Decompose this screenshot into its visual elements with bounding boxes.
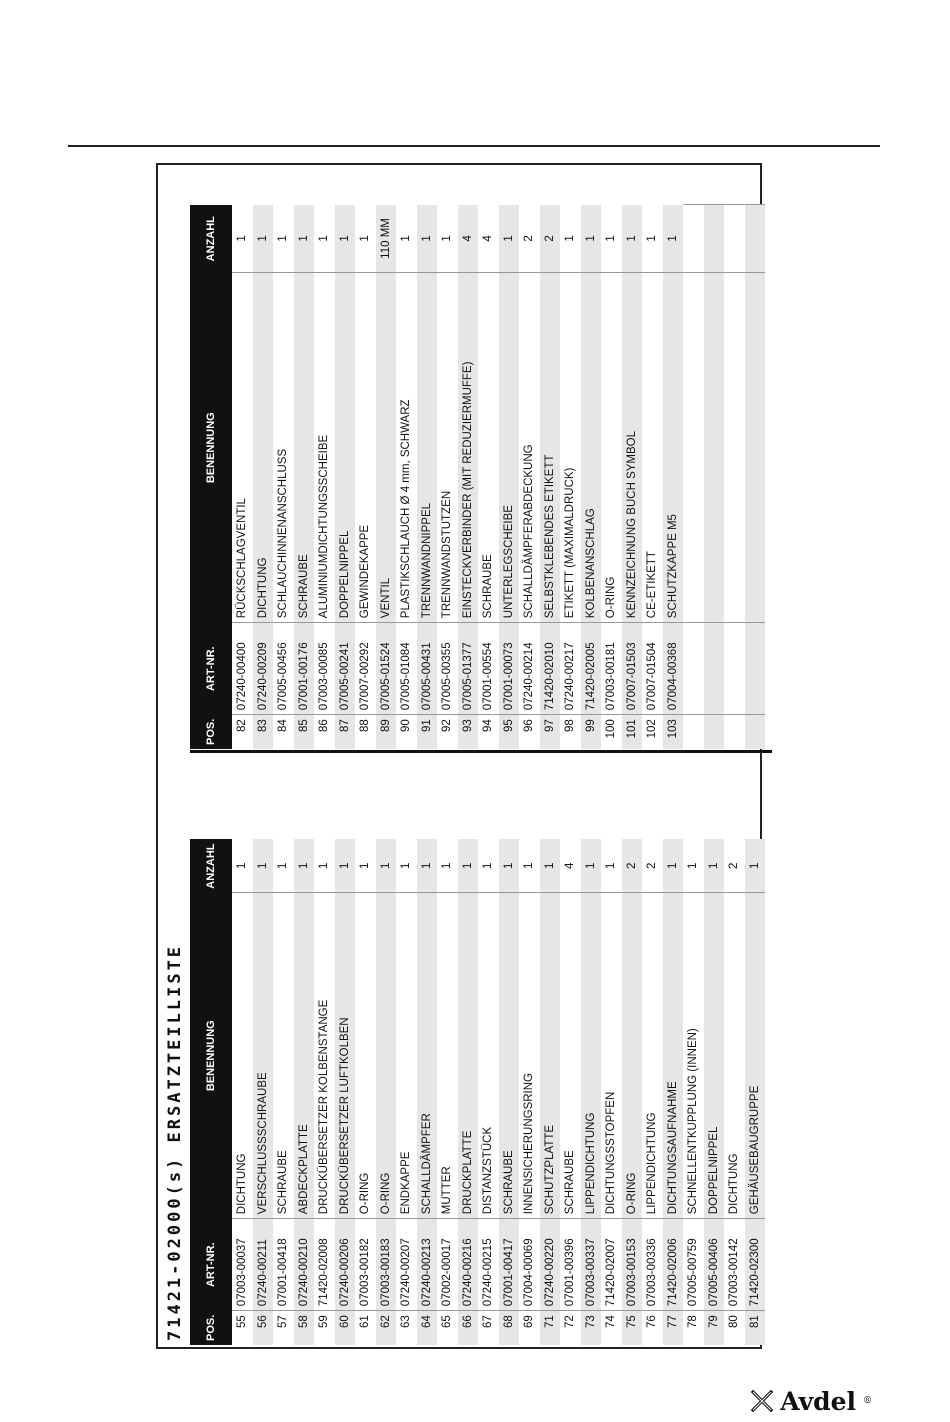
cell-art: [704, 623, 725, 715]
table-row: [458, 205, 479, 749]
table-row: [478, 205, 499, 749]
cell-name: DICHTUNGSSTOPFEN: [601, 893, 622, 1219]
cell-name: VERSCHLUSSSCHRAUBE: [253, 893, 274, 1219]
cell-art: 71420-02005: [581, 623, 602, 715]
cell-pos: 91: [417, 715, 438, 749]
cell-pos: 97: [540, 715, 561, 749]
table-row: [540, 839, 561, 1345]
table-row: [683, 839, 704, 1345]
cell-pos: [724, 715, 745, 749]
cell-art: 07001-00418: [273, 1219, 294, 1311]
cell-art: [724, 623, 745, 715]
cell-pos: 61: [355, 1311, 376, 1345]
header-qty: ANZAHL: [190, 839, 232, 892]
cell-art: 07240-00214: [519, 623, 540, 715]
cell-pos: 58: [294, 1311, 315, 1345]
cell-pos: 67: [478, 1311, 499, 1345]
table-row: [335, 205, 356, 749]
cell-pos: 83: [253, 715, 274, 749]
cell-art: 07003-00337: [581, 1219, 602, 1311]
table-row: [232, 839, 253, 1345]
cell-name: KENNZEICHNUNG BUCH SYMBOL: [622, 273, 643, 623]
cell-pos: 102: [642, 715, 663, 749]
cell-qty: 1: [294, 205, 315, 273]
header-art: ART-NR.: [190, 623, 232, 715]
table-row: [335, 839, 356, 1345]
table-row: [622, 839, 643, 1345]
cell-pos: 94: [478, 715, 499, 749]
cell-pos: 72: [560, 1311, 581, 1345]
cell-qty: 1: [499, 205, 520, 273]
cell-qty: 1: [318, 862, 330, 870]
cell-art: 07005-01524: [376, 623, 397, 715]
cell-name: GEWINDEKAPPE: [355, 273, 376, 623]
cell-art: 07005-00431: [417, 623, 438, 715]
cell-qty: 4: [458, 205, 479, 273]
cell-name: ENDKAPPE: [396, 893, 417, 1219]
cell-art: [745, 623, 766, 715]
cell-qty: [745, 205, 766, 273]
cell-art: 07004-00368: [663, 623, 684, 715]
cell-qty: 1: [294, 839, 315, 892]
cell-art: 07003-00182: [355, 1219, 376, 1311]
cell-name: SCHUTZKAPPE M5: [663, 273, 684, 623]
cell-pos: [704, 715, 725, 749]
table-row: [437, 839, 458, 1345]
page-title: 71421-02000(s) ERSATZTEILLISTE: [165, 943, 185, 1341]
table-header-row: [190, 205, 232, 749]
cell-art: [683, 623, 704, 715]
cell-pos: 69: [519, 1311, 540, 1345]
cell-pos: 59: [314, 1311, 335, 1345]
cell-qty: 1: [482, 862, 494, 870]
cell-pos: 73: [581, 1311, 602, 1345]
cell-qty: 1: [253, 839, 274, 892]
cell-qty: 1: [646, 235, 658, 242]
cell-qty: 1: [581, 205, 602, 273]
logo-registered-mark: ®: [863, 1396, 872, 1406]
cell-name: SCHRAUBE: [273, 893, 294, 1219]
header-name: BENENNUNG: [190, 273, 232, 623]
cell-qty: 1: [687, 862, 699, 870]
cell-qty: 2: [622, 839, 643, 892]
cell-art: 07005-00406: [704, 1219, 725, 1311]
cell-pos: 82: [232, 715, 253, 749]
cell-pos: 84: [273, 715, 294, 749]
cell-name: LIPPENDICHTUNG: [581, 893, 602, 1219]
header-name: BENENNUNG: [190, 893, 232, 1219]
cell-art: 07001-00417: [499, 1219, 520, 1311]
cell-name: VENTIL: [376, 273, 397, 623]
table-row: [355, 839, 376, 1345]
cell-art: 07240-00206: [335, 1219, 356, 1311]
cell-qty: 1: [605, 235, 617, 242]
cell-name: KOLBENANSCHLAG: [581, 273, 602, 623]
cell-qty: 2: [728, 862, 740, 870]
top-rule: [68, 145, 880, 147]
cell-name: INNENSICHERUNGSRING: [519, 893, 540, 1219]
cell-pos: 92: [437, 715, 458, 749]
cell-qty: 1: [335, 839, 356, 892]
table-row: [745, 839, 766, 1345]
cell-name: SCHLAUCHINNENANSCHLUSS: [273, 273, 294, 623]
cell-name: [745, 273, 766, 623]
cell-art: 07240-00216: [458, 1219, 479, 1311]
cell-art: 07240-00207: [396, 1219, 417, 1311]
cell-pos: 78: [683, 1311, 704, 1345]
cell-art: 07240-00215: [478, 1219, 499, 1311]
cell-pos: 99: [581, 715, 602, 749]
avdel-star-icon: [750, 1389, 774, 1413]
logo-text: Avdel: [780, 1386, 856, 1416]
cell-qty: 1: [499, 839, 520, 892]
table-row: [458, 839, 479, 1345]
cell-qty: [683, 205, 704, 273]
cell-pos: 63: [396, 1311, 417, 1345]
table-row: [376, 205, 397, 749]
cell-art: 07240-00211: [253, 1219, 274, 1311]
table-row: [581, 205, 602, 749]
cell-qty: 4: [482, 235, 494, 242]
cell-name: DICHTUNG: [253, 273, 274, 623]
cell-art: 07003-00336: [642, 1219, 663, 1311]
table-row: [622, 205, 643, 749]
cell-qty: 1: [277, 862, 289, 870]
table-row: [499, 839, 520, 1345]
cell-art: 07001-00176: [294, 623, 315, 715]
empty-row: [724, 205, 745, 749]
cell-qty: 1: [622, 205, 643, 273]
cell-name: DOPPELNIPPEL: [704, 893, 725, 1219]
cell-art: 07005-01377: [458, 623, 479, 715]
cell-art: 71420-02008: [314, 1219, 335, 1311]
cell-pos: 65: [437, 1311, 458, 1345]
cell-pos: 87: [335, 715, 356, 749]
cell-art: 07003-00153: [622, 1219, 643, 1311]
table-row: [560, 839, 581, 1345]
cell-name: SCHNELLENTKUPPLUNG (INNEN): [683, 893, 704, 1219]
cell-art: 07003-00183: [376, 1219, 397, 1311]
table-row: [581, 839, 602, 1345]
table-row: [253, 205, 274, 749]
cell-qty: 1: [663, 839, 684, 892]
cell-name: SCHALLDÄMPFER: [417, 893, 438, 1219]
cell-qty: 1: [441, 862, 453, 870]
cell-qty: 1: [417, 839, 438, 892]
cell-art: 07005-00456: [273, 623, 294, 715]
cell-art: 07240-00220: [540, 1219, 561, 1311]
cell-name: DISTANZSTÜCK: [478, 893, 499, 1219]
cell-pos: 55: [232, 1311, 253, 1345]
cell-name: O-RING: [622, 893, 643, 1219]
cell-pos: 96: [519, 715, 540, 749]
cell-art: 07001-00396: [560, 1219, 581, 1311]
cell-art: 07240-00400: [232, 623, 253, 715]
cell-pos: 60: [335, 1311, 356, 1345]
cell-art: 07007-01503: [622, 623, 643, 715]
cell-qty: 1: [441, 235, 453, 242]
table-row: [519, 839, 540, 1345]
table-row: [355, 205, 376, 749]
cell-pos: [745, 715, 766, 749]
cell-qty: 2: [540, 205, 561, 273]
cell-name: ALUMINIUMDICHTUNGSSCHEIBE: [314, 273, 335, 623]
cell-pos: 71: [540, 1311, 561, 1345]
cell-pos: 90: [396, 715, 417, 749]
cell-art: 07005-00241: [335, 623, 356, 715]
cell-name: [724, 273, 745, 623]
cell-name: TRENNWANDNIPPEL: [417, 273, 438, 623]
cell-pos: 103: [663, 715, 684, 749]
cell-pos: 93: [458, 715, 479, 749]
cell-name: O-RING: [601, 273, 622, 623]
cell-name: DICHTUNGSAUFNAHME: [663, 893, 684, 1219]
parts-list-frame: [156, 163, 762, 1349]
cell-name: EINSTECKVERBINDER (MIT REDUZIERMUFFE): [458, 273, 479, 623]
empty-row: [704, 205, 725, 749]
table-row: [499, 205, 520, 749]
cell-qty: 1: [335, 205, 356, 273]
table-row: [642, 205, 663, 749]
cell-qty: 1: [523, 862, 535, 870]
cell-art: 07003-00085: [314, 623, 335, 715]
cell-qty: 4: [564, 862, 576, 870]
cell-art: 07002-00017: [437, 1219, 458, 1311]
cell-pos: 80: [724, 1311, 745, 1345]
cell-qty: 2: [646, 862, 658, 870]
cell-art: 07005-00355: [437, 623, 458, 715]
cell-name: UNTERLEGSCHEIBE: [499, 273, 520, 623]
cell-pos: 88: [355, 715, 376, 749]
table-row: [396, 839, 417, 1345]
cell-name: LIPPENDICHTUNG: [642, 893, 663, 1219]
table-row: [704, 839, 725, 1345]
parts-table-right: [190, 204, 765, 749]
cell-name: [704, 273, 725, 623]
empty-row: [745, 205, 766, 749]
cell-qty: 1: [253, 205, 274, 273]
table-row: [273, 839, 294, 1345]
cell-pos: 100: [601, 715, 622, 749]
cell-qty: 1: [400, 862, 412, 870]
cell-art: 07240-00213: [417, 1219, 438, 1311]
cell-pos: 81: [745, 1311, 766, 1345]
cell-art: 07240-00210: [294, 1219, 315, 1311]
cell-name: DICHTUNG: [232, 893, 253, 1219]
table-header-row: [190, 839, 232, 1345]
cell-qty: 1: [359, 862, 371, 870]
cell-qty: 1: [605, 862, 617, 870]
table-row: [663, 205, 684, 749]
cell-art: 07003-00037: [232, 1219, 253, 1311]
cell-name: PLASTIKSCHLAUCH Ø 4 mm, SCHWARZ: [396, 273, 417, 623]
cell-qty: 1: [663, 205, 684, 273]
cell-qty: 1: [359, 235, 371, 242]
cell-qty: 1: [745, 839, 766, 892]
cell-art: 07001-00073: [499, 623, 520, 715]
cell-name: GEHÄUSEBAUGRUPPE: [745, 893, 766, 1219]
cell-pos: 62: [376, 1311, 397, 1345]
cell-name: SCHRAUBE: [560, 893, 581, 1219]
cell-name: MUTTER: [437, 893, 458, 1219]
table-row: [724, 839, 745, 1345]
cell-pos: 66: [458, 1311, 479, 1345]
table-row: [417, 839, 438, 1345]
cell-name: DRUCKPLATTE: [458, 893, 479, 1219]
cell-name: RÜCKSCHLAGVENTIL: [232, 273, 253, 623]
table-row: [314, 839, 335, 1345]
cell-art: 07240-00209: [253, 623, 274, 715]
table-row: [560, 205, 581, 749]
cell-name: SCHRAUBE: [478, 273, 499, 623]
cell-art: 07003-00181: [601, 623, 622, 715]
cell-name: SCHUTZPLATTE: [540, 893, 561, 1219]
cell-pos: [683, 715, 704, 749]
empty-row: [683, 205, 704, 749]
cell-name: SCHRAUBE: [294, 273, 315, 623]
header-pos: POS.: [190, 1311, 232, 1345]
cell-art: 71420-02007: [601, 1219, 622, 1311]
avdel-logo: [750, 1385, 872, 1417]
header-art: ART-NR.: [190, 1219, 232, 1311]
cell-qty: 1: [704, 839, 725, 892]
cell-qty: 1: [236, 235, 248, 242]
cell-qty: 1: [417, 205, 438, 273]
cell-name: DICHTUNG: [724, 893, 745, 1219]
cell-qty: [724, 205, 745, 273]
table-row: [253, 839, 274, 1345]
table-row: [376, 839, 397, 1345]
cell-pos: 68: [499, 1311, 520, 1345]
table-row: [273, 205, 294, 749]
cell-name: SELBSTKLEBENDES ETIKETT: [540, 273, 561, 623]
cell-qty: 1: [540, 839, 561, 892]
cell-art: 71420-02300: [745, 1219, 766, 1311]
cell-name: O-RING: [355, 893, 376, 1219]
cell-qty: 1: [400, 235, 412, 242]
cell-art: 07001-00554: [478, 623, 499, 715]
cell-qty: 1: [376, 839, 397, 892]
cell-qty: 1: [318, 235, 330, 242]
cell-art: 07007-00292: [355, 623, 376, 715]
table-row: [294, 205, 315, 749]
cell-pos: 57: [273, 1311, 294, 1345]
cell-pos: 79: [704, 1311, 725, 1345]
cell-art: 07003-00142: [724, 1219, 745, 1311]
cell-qty: 1: [236, 862, 248, 870]
cell-qty: 1: [581, 839, 602, 892]
cell-art: 71420-02010: [540, 623, 561, 715]
cell-name: CE-ETIKETT: [642, 273, 663, 623]
table-row: [294, 839, 315, 1345]
cell-pos: 64: [417, 1311, 438, 1345]
table-row: [417, 205, 438, 749]
cell-name: DRUCKÜBERSETZER LUFTKOLBEN: [335, 893, 356, 1219]
table-row: [663, 839, 684, 1345]
table-row: [478, 839, 499, 1345]
cell-art: 07005-01084: [396, 623, 417, 715]
column-divider: [190, 750, 772, 753]
cell-pos: 98: [560, 715, 581, 749]
cell-pos: 75: [622, 1311, 643, 1345]
cell-name: TRENNWANDSTUTZEN: [437, 273, 458, 623]
cell-qty: 2: [523, 235, 535, 242]
cell-qty: 1: [277, 235, 289, 242]
cell-art: 71420-02006: [663, 1219, 684, 1311]
parts-table-left: [190, 839, 765, 1345]
table-row: [601, 205, 622, 749]
cell-pos: 101: [622, 715, 643, 749]
cell-name: ABDECKPLATTE: [294, 893, 315, 1219]
cell-pos: 95: [499, 715, 520, 749]
cell-name: DRUCKÜBERSETZER KOLBENSTANGE: [314, 893, 335, 1219]
table-row: [519, 205, 540, 749]
cell-pos: 89: [376, 715, 397, 749]
cell-name: SCHALLDÄMPFERABDECKUNG: [519, 273, 540, 623]
table-row: [437, 205, 458, 749]
parts-list-rotated: [160, 167, 761, 1345]
cell-qty: 1: [564, 235, 576, 242]
table-row: [601, 839, 622, 1345]
cell-qty: 110 MM: [376, 205, 397, 273]
header-qty: ANZAHL: [190, 205, 232, 273]
cell-art: 07004-00069: [519, 1219, 540, 1311]
table-row: [314, 205, 335, 749]
cell-pos: 85: [294, 715, 315, 749]
cell-name: O-RING: [376, 893, 397, 1219]
header-pos: POS.: [190, 715, 232, 749]
cell-art: 07007-01504: [642, 623, 663, 715]
table-row: [540, 205, 561, 749]
cell-pos: 77: [663, 1311, 684, 1345]
cell-qty: 1: [458, 839, 479, 892]
cell-qty: [704, 205, 725, 273]
cell-art: 07005-00759: [683, 1219, 704, 1311]
cell-art: 07240-00217: [560, 623, 581, 715]
cell-name: ETIKETT (MAXIMALDRUCK): [560, 273, 581, 623]
cell-pos: 76: [642, 1311, 663, 1345]
cell-pos: 86: [314, 715, 335, 749]
cell-name: SCHRAUBE: [499, 893, 520, 1219]
table-row: [642, 839, 663, 1345]
cell-name: [683, 273, 704, 623]
cell-pos: 56: [253, 1311, 274, 1345]
cell-pos: 74: [601, 1311, 622, 1345]
table-row: [396, 205, 417, 749]
table-row: [232, 205, 253, 749]
cell-name: DOPPELNIPPEL: [335, 273, 356, 623]
